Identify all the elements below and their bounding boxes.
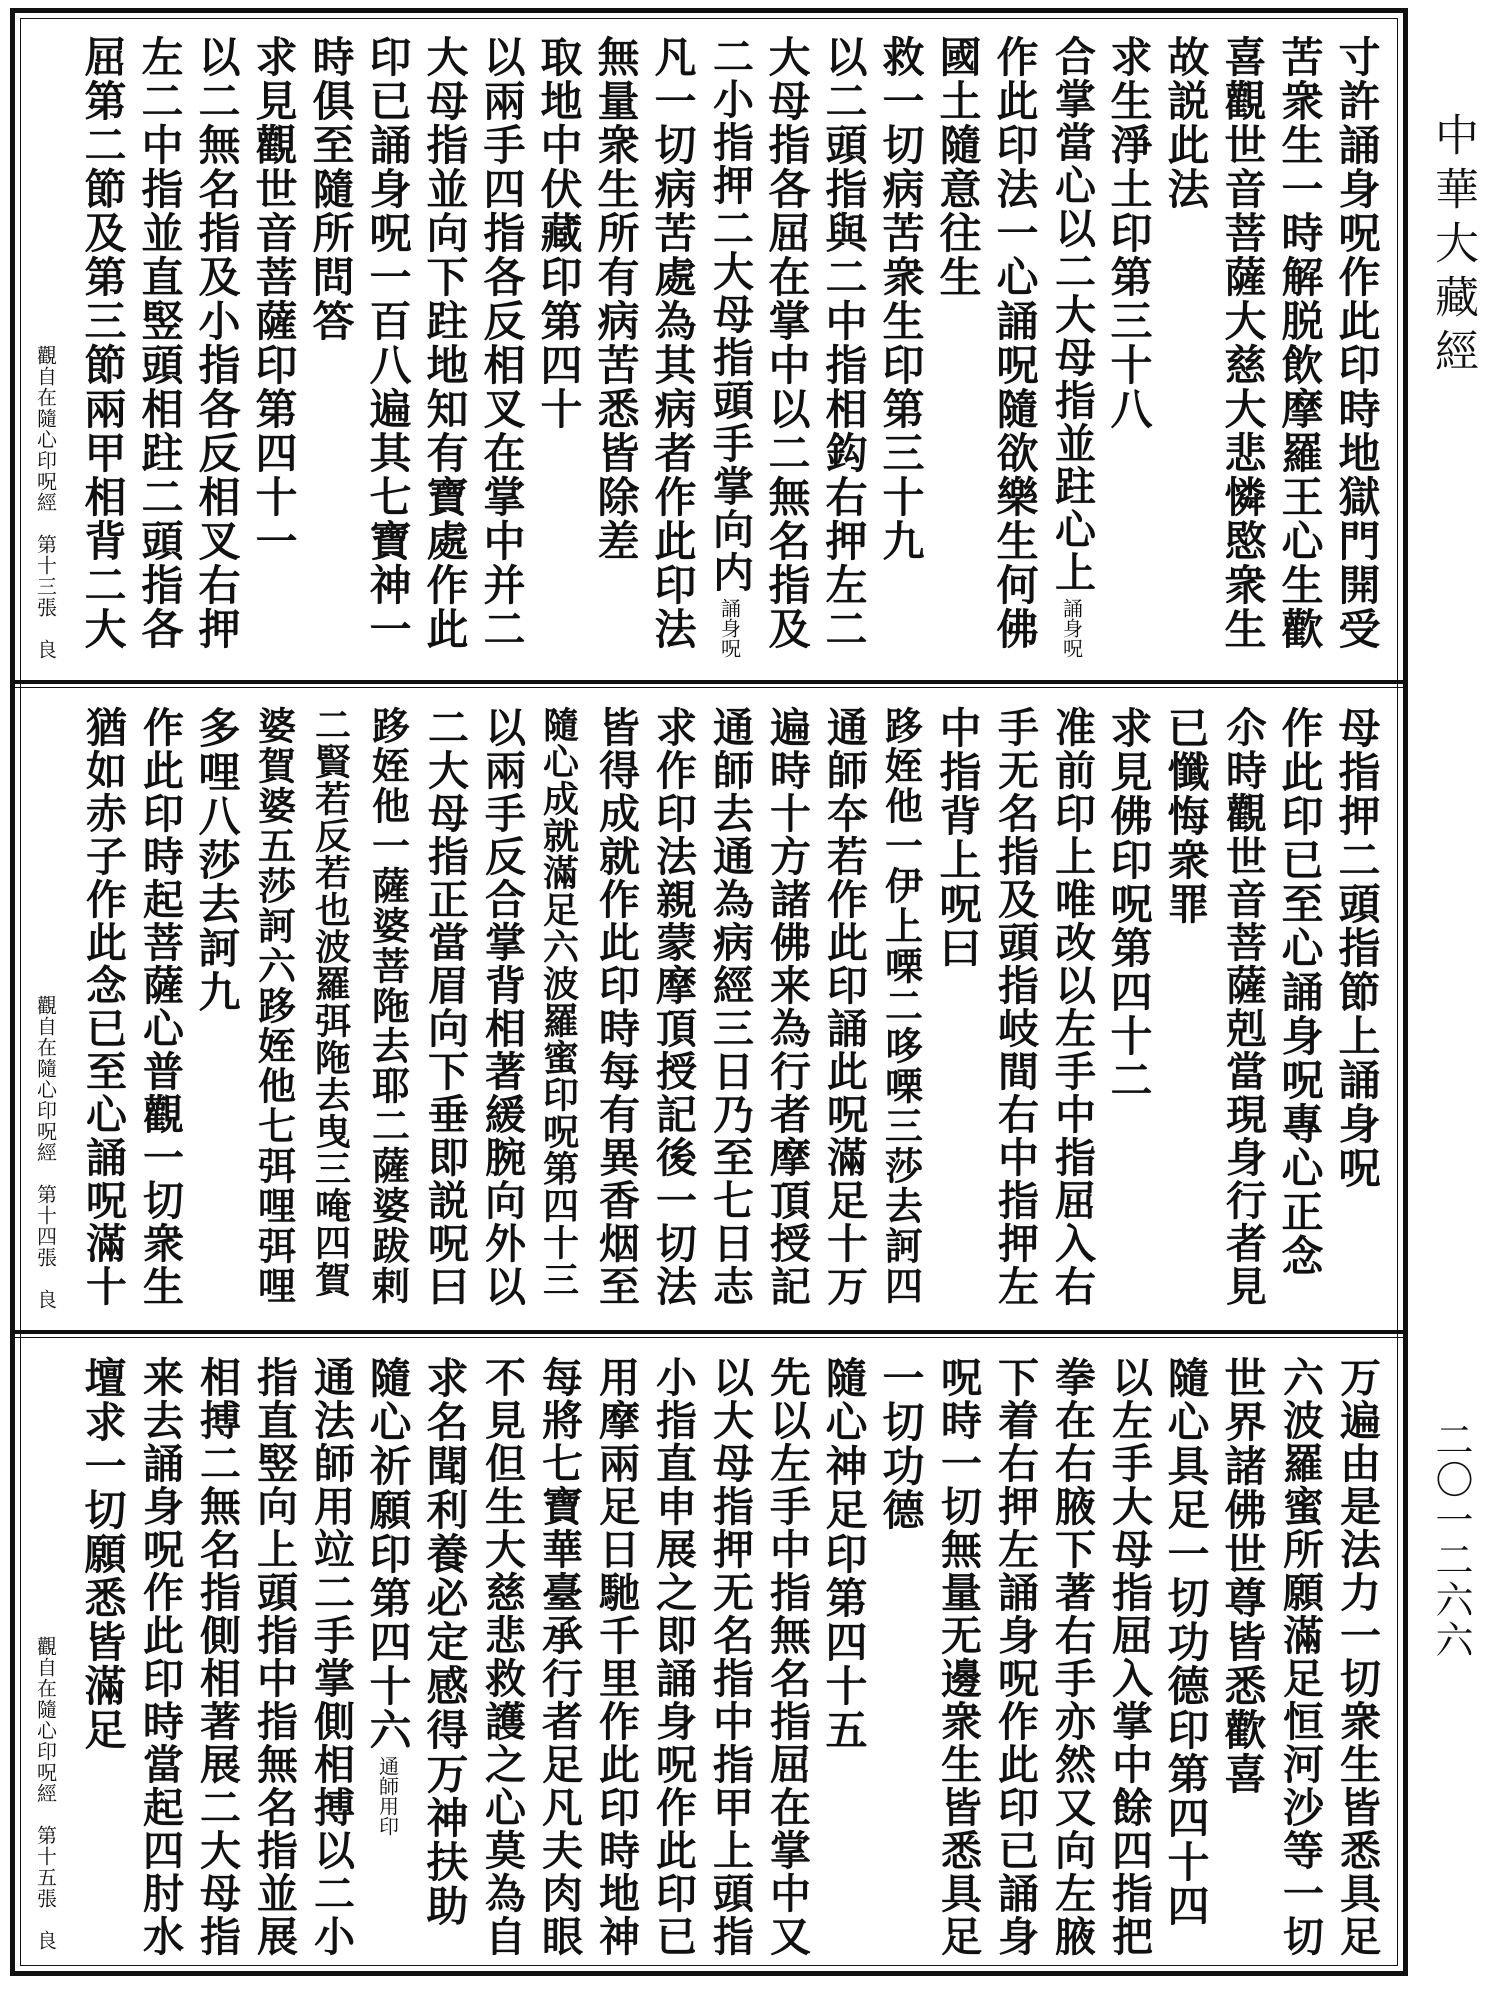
page-frame bbox=[10, 8, 1408, 1976]
text-column bbox=[473, 1356, 530, 1961]
text-column bbox=[986, 1356, 1043, 1961]
column-text: 壇求一切願悉皆滿足 bbox=[78, 1356, 128, 1752]
column-text: 二大母指正當眉向下垂即説呪曰 bbox=[421, 706, 469, 1308]
register-bottom bbox=[15, 1330, 1403, 1971]
text-column bbox=[872, 706, 929, 1320]
text-column bbox=[416, 1356, 473, 1961]
column-text: 相搏二無名指側相著展二大母指 bbox=[193, 1356, 241, 1958]
margin-note-text: 觀自在隨心印呪經 第十四張 良 bbox=[33, 995, 58, 1310]
column-text: 以兩手四指各反相叉在掌中并二 bbox=[477, 35, 527, 651]
column-text: 以兩手反合掌背相著緩腕向外以 bbox=[478, 706, 526, 1308]
column-text: 隨心祈願印第四十六 bbox=[363, 1356, 413, 1752]
column-text: 来去誦身呪作此印時當起四肘水 bbox=[136, 1356, 184, 1958]
column-text: 中指背上呪曰 bbox=[933, 706, 983, 970]
text-column bbox=[530, 706, 587, 1320]
text-column bbox=[644, 35, 701, 670]
text-column bbox=[1214, 706, 1271, 1320]
text-column bbox=[815, 35, 872, 670]
column-text: 屈第二節及第三節兩甲相背二大 bbox=[78, 35, 128, 651]
column-text: 通師去通為病經三日乃至七日志 bbox=[706, 706, 754, 1308]
text-column bbox=[701, 1356, 758, 1961]
interlinear-note: 誦身呪 bbox=[717, 598, 742, 658]
text-column bbox=[1271, 35, 1328, 670]
margin-note-column bbox=[17, 35, 74, 670]
text-column bbox=[188, 1356, 245, 1961]
page-number: 二〇一二六六 bbox=[1429, 1420, 1473, 1660]
column-text: 左二中指並直竪頭相跓二頭指各 bbox=[135, 35, 185, 651]
column-text: 遍時十方諸佛来為行者摩頂授記 bbox=[763, 706, 811, 1308]
text-column bbox=[359, 1356, 416, 1961]
column-text: 取地中伏藏印第四十 bbox=[534, 35, 584, 431]
text-column bbox=[473, 35, 530, 670]
column-text: 每將七寶華臺承行者足凡夫肉眼 bbox=[535, 1356, 583, 1958]
column-text: 指直竪向上頭指中指無名指並展 bbox=[250, 1356, 298, 1958]
column-text: 六波羅蜜所願滿足恒河沙等一切 bbox=[1276, 1356, 1324, 1958]
text-column bbox=[929, 706, 986, 1320]
text-column bbox=[701, 35, 758, 670]
column-text: 印已誦身呪一百八遍其七寶神一 bbox=[363, 35, 413, 651]
text-column bbox=[587, 706, 644, 1320]
column-text: 求名聞利養必定感得万神扶助 bbox=[420, 1356, 470, 1928]
text-column bbox=[359, 35, 416, 670]
text-column bbox=[1100, 1356, 1157, 1961]
text-column bbox=[872, 35, 929, 670]
column-text: 跢姪他一伊上㗚二哆㗚三莎去訶四 bbox=[878, 706, 924, 1306]
column-text: 一切功德 bbox=[876, 1356, 926, 1532]
column-text: 尒時觀世音菩薩剋當現身行者見 bbox=[1219, 706, 1267, 1308]
text-column bbox=[1157, 35, 1214, 670]
column-text: 凡一切病苦處為其病者作此印法 bbox=[648, 35, 698, 651]
text-column bbox=[245, 706, 302, 1320]
text-column bbox=[131, 1356, 188, 1961]
text-column bbox=[1328, 706, 1385, 1320]
interlinear-note: 通師用印 bbox=[375, 1756, 400, 1836]
text-column bbox=[758, 1356, 815, 1961]
text-column bbox=[74, 706, 131, 1320]
margin-note-text: 觀自在隨心印呪經 第十五張 良 bbox=[33, 1636, 58, 1951]
column-text: 用摩兩足日馳千里作此印時地神 bbox=[592, 1356, 640, 1958]
text-column bbox=[416, 35, 473, 670]
text-column bbox=[1043, 35, 1100, 670]
column-text: 隨心具足一切功德印第四十四 bbox=[1161, 1356, 1211, 1928]
text-column bbox=[302, 1356, 359, 1961]
column-text: 已懺悔衆罪 bbox=[1161, 706, 1211, 926]
column-text: 故説此法 bbox=[1161, 35, 1211, 211]
text-column bbox=[74, 1356, 131, 1961]
column-group bbox=[33, 706, 1385, 1320]
column-group bbox=[33, 1356, 1385, 1961]
column-text: 通師夲若作此印誦此呪滿足十万 bbox=[820, 706, 868, 1308]
text-column bbox=[587, 35, 644, 670]
column-text: 以左手大母指屈入掌中餘四指把 bbox=[1105, 1356, 1153, 1958]
text-column bbox=[473, 706, 530, 1320]
column-text: 大母指各屈在掌中以二無名指及 bbox=[762, 35, 812, 651]
column-text: 二賢若反若也波羅弭陁去曳三唵四賀 bbox=[309, 706, 352, 1298]
margin-note-column bbox=[17, 706, 74, 1320]
text-column bbox=[74, 35, 131, 670]
column-text: 作此印時起菩薩心普觀一切衆生 bbox=[136, 706, 184, 1308]
text-column bbox=[188, 35, 245, 670]
column-text: 万遍由是法力一切衆生皆悉具足 bbox=[1333, 1356, 1381, 1958]
column-text: 皆得成就作此印時每有異香烟至 bbox=[592, 706, 640, 1308]
text-column bbox=[188, 706, 245, 1320]
text-column bbox=[1043, 1356, 1100, 1961]
column-text: 以二頭指與二中指相鈎右押左二 bbox=[819, 35, 869, 651]
column-text: 求見佛印呪第四十二 bbox=[1104, 706, 1154, 1102]
text-column bbox=[758, 35, 815, 670]
column-text: 求生淨土印第三十八 bbox=[1104, 35, 1154, 431]
column-text: 救一切病苦衆生印第三十九 bbox=[876, 35, 926, 563]
text-column bbox=[1157, 706, 1214, 1320]
text-column bbox=[587, 1356, 644, 1961]
column-text: 婆賀婆五莎訶六跢姪他七弭哩弭哩 bbox=[251, 706, 297, 1306]
column-text: 准前印上唯改以左手中指屈入右 bbox=[1048, 706, 1096, 1308]
column-text: 求作印法親蒙摩頂授記後一切法 bbox=[649, 706, 697, 1308]
text-column bbox=[1271, 1356, 1328, 1961]
text-column bbox=[986, 706, 1043, 1320]
text-column bbox=[644, 1356, 701, 1961]
column-text: 時俱至隨所問答 bbox=[306, 35, 356, 343]
text-column bbox=[1043, 706, 1100, 1320]
text-column bbox=[131, 35, 188, 670]
column-text: 通法師用竝二手掌側相搏以二小 bbox=[307, 1356, 355, 1958]
text-column bbox=[416, 706, 473, 1320]
column-text: 二小指押二大母指頭手掌向内 bbox=[706, 35, 754, 594]
column-text: 苦衆生一時解脱飲摩羅王心生歡 bbox=[1275, 35, 1325, 651]
text-column bbox=[131, 706, 188, 1320]
text-column bbox=[929, 1356, 986, 1961]
column-text: 跢姪他一薩婆菩陁去耶二薩婆跋剌 bbox=[365, 706, 411, 1306]
column-text: 無量衆生所有病苦悉皆除差 bbox=[591, 35, 641, 563]
text-column bbox=[929, 35, 986, 670]
text-column bbox=[1271, 706, 1328, 1320]
text-column bbox=[1214, 35, 1271, 670]
text-column bbox=[758, 706, 815, 1320]
register-top bbox=[15, 13, 1403, 680]
column-text: 作此印已至心誦身呪專心正念 bbox=[1275, 706, 1325, 1278]
text-column bbox=[1214, 1356, 1271, 1961]
column-text: 求見觀世音菩薩印第四十一 bbox=[249, 35, 299, 563]
text-column bbox=[1100, 35, 1157, 670]
column-text: 喜觀世音菩薩大慈大悲憐愍衆生 bbox=[1218, 35, 1268, 651]
column-text: 呪時一切無量无邊衆生皆悉具足 bbox=[934, 1356, 982, 1958]
column-text: 不見但生大慈悲救護之心莫為自 bbox=[478, 1356, 526, 1958]
column-text: 世界諸佛世尊皆悉歡喜 bbox=[1218, 1356, 1268, 1796]
column-text: 小指直申展之即誦身呪作此印已 bbox=[649, 1356, 697, 1958]
column-text: 下着右押左誦身呪作此印已誦身 bbox=[991, 1356, 1039, 1958]
text-column bbox=[530, 35, 587, 670]
text-column bbox=[1328, 1356, 1385, 1961]
interlinear-note: 誦身呪 bbox=[1059, 598, 1084, 658]
text-column bbox=[986, 35, 1043, 670]
text-column bbox=[815, 706, 872, 1320]
column-text: 以二無名指及小指各反相叉右押 bbox=[192, 35, 242, 651]
text-column bbox=[530, 1356, 587, 1961]
column-text: 寸許誦身呪作此印時地獄門開受 bbox=[1332, 35, 1382, 651]
text-column bbox=[815, 1356, 872, 1961]
text-column bbox=[302, 706, 359, 1320]
column-text: 猶如赤子作此念已至心誦呪滿十 bbox=[79, 706, 127, 1308]
column-text: 國土隨意往生 bbox=[933, 35, 983, 299]
text-column bbox=[245, 35, 302, 670]
column-group bbox=[33, 35, 1385, 670]
text-column bbox=[359, 706, 416, 1320]
column-text: 先以左手中指無名指屈在掌中又 bbox=[763, 1356, 811, 1958]
text-column bbox=[1328, 35, 1385, 670]
collection-title: 中華大藏經 bbox=[1427, 112, 1478, 382]
column-text: 大母指並向下跓地知有寶處作此 bbox=[420, 35, 470, 651]
column-text: 合掌當心以二大母指並跓心上 bbox=[1048, 35, 1096, 594]
text-column bbox=[302, 35, 359, 670]
text-column bbox=[245, 1356, 302, 1961]
text-column bbox=[1157, 1356, 1214, 1961]
column-text: 多哩八莎去訶九 bbox=[192, 706, 242, 1014]
column-text: 母指押二頭指節上誦身呪 bbox=[1332, 706, 1382, 1190]
right-margin bbox=[1418, 0, 1493, 1991]
column-text: 以大母指押无名指中指甲上頭指 bbox=[706, 1356, 754, 1958]
text-column bbox=[872, 1356, 929, 1961]
text-column bbox=[644, 706, 701, 1320]
register-middle bbox=[15, 680, 1403, 1330]
column-text: 隨心成就滿足六波羅蜜印呪第四十三 bbox=[537, 706, 580, 1298]
margin-note-column bbox=[17, 1356, 74, 1961]
column-text: 拳在右腋下著右手亦然又向左腋 bbox=[1048, 1356, 1096, 1958]
text-column bbox=[1100, 706, 1157, 1320]
text-column bbox=[701, 706, 758, 1320]
column-text: 手无名指及頭指岐間右中指押左 bbox=[991, 706, 1039, 1308]
margin-note-text: 觀自在隨心印呪經 第十三張 良 bbox=[33, 345, 58, 660]
column-text: 隨心神足印第四十五 bbox=[819, 1356, 869, 1752]
column-text: 作此印法一心誦呪隨欲樂生何佛 bbox=[990, 35, 1040, 651]
